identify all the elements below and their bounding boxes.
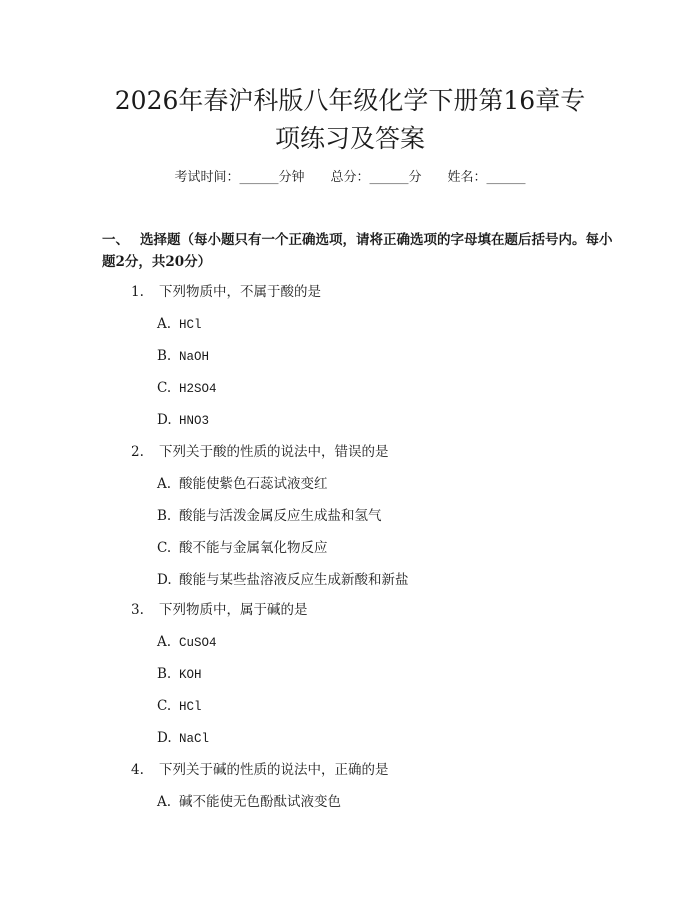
option-letter: D. — [157, 412, 172, 428]
option-3-d — [157, 728, 209, 749]
question-1 — [131, 282, 321, 302]
question-4 — [131, 760, 389, 780]
question-number: 1. — [131, 284, 144, 300]
option-text: NaOH — [179, 350, 210, 364]
score-label: 总分： — [330, 170, 370, 185]
section-number: 一、 — [102, 232, 129, 248]
section-heading-choice — [102, 229, 622, 273]
exam-meta — [0, 168, 700, 188]
score-blank: ______ — [369, 170, 409, 185]
option-text: HCl — [179, 700, 202, 714]
question-text: 下列物质中，不属于酸的是 — [159, 284, 321, 300]
option-2-a — [157, 474, 328, 494]
time-unit: 分钟 — [278, 170, 305, 185]
option-letter: B. — [157, 348, 172, 364]
option-text: 酸能与某些盐溶液反应生成新酸和新盐 — [179, 572, 409, 588]
option-text: 酸能使紫色石蕊试液变红 — [179, 476, 328, 492]
question-text: 下列关于碱的性质的说法中，正确的是 — [159, 762, 389, 778]
option-letter: A. — [157, 794, 172, 810]
question-2 — [131, 442, 389, 462]
question-3 — [131, 600, 308, 620]
option-text: 碱不能使无色酚酞试液变色 — [179, 794, 341, 810]
option-4-a — [157, 792, 341, 812]
option-text: 酸不能与金属氧化物反应 — [179, 540, 328, 556]
option-text: HCl — [179, 318, 202, 332]
option-1-d — [157, 410, 209, 431]
option-letter: C. — [157, 540, 172, 556]
option-letter: A. — [157, 476, 172, 492]
option-text: NaCl — [179, 732, 210, 746]
title-line-1: 2026年春沪科版八年级化学下册第16章专 — [114, 86, 586, 115]
option-2-d — [157, 570, 409, 590]
option-letter: D. — [157, 730, 172, 746]
name-label: 姓名： — [447, 170, 487, 185]
option-letter: A. — [157, 316, 172, 332]
option-2-b — [157, 506, 382, 526]
time-label: 考试时间： — [174, 170, 240, 185]
title-line-2: 项练习及答案 — [274, 124, 425, 153]
option-letter: D. — [157, 572, 172, 588]
option-text: 酸能与活泼金属反应生成盐和氢气 — [179, 508, 382, 524]
option-3-c — [157, 696, 202, 717]
question-number: 3. — [131, 602, 144, 618]
option-2-c — [157, 538, 328, 558]
question-number: 4. — [131, 762, 144, 778]
option-text: HNO3 — [179, 414, 210, 428]
section-heading-text: 选择题（每小题只有一个正确选项，请将正确选项的字母填在题后括号内。每小题2分，共20分） — [102, 232, 613, 270]
option-text: KOH — [179, 668, 202, 682]
page-title — [60, 82, 640, 158]
option-3-a — [157, 632, 217, 653]
option-letter: B. — [157, 508, 172, 524]
option-3-b — [157, 664, 202, 685]
option-text: H2SO4 — [179, 382, 217, 396]
question-number: 2. — [131, 444, 144, 460]
question-text: 下列物质中，属于碱的是 — [159, 602, 308, 618]
name-blank: ______ — [486, 170, 526, 185]
time-blank: ______ — [239, 170, 279, 185]
option-letter: C. — [157, 380, 172, 396]
option-1-b — [157, 346, 209, 367]
option-text: CuSO4 — [179, 636, 217, 650]
option-1-c — [157, 378, 217, 399]
option-letter: A. — [157, 634, 172, 650]
score-unit: 分 — [408, 170, 422, 185]
option-letter: B. — [157, 666, 172, 682]
question-text: 下列关于酸的性质的说法中，错误的是 — [159, 444, 389, 460]
option-letter: C. — [157, 698, 172, 714]
option-1-a — [157, 314, 202, 335]
